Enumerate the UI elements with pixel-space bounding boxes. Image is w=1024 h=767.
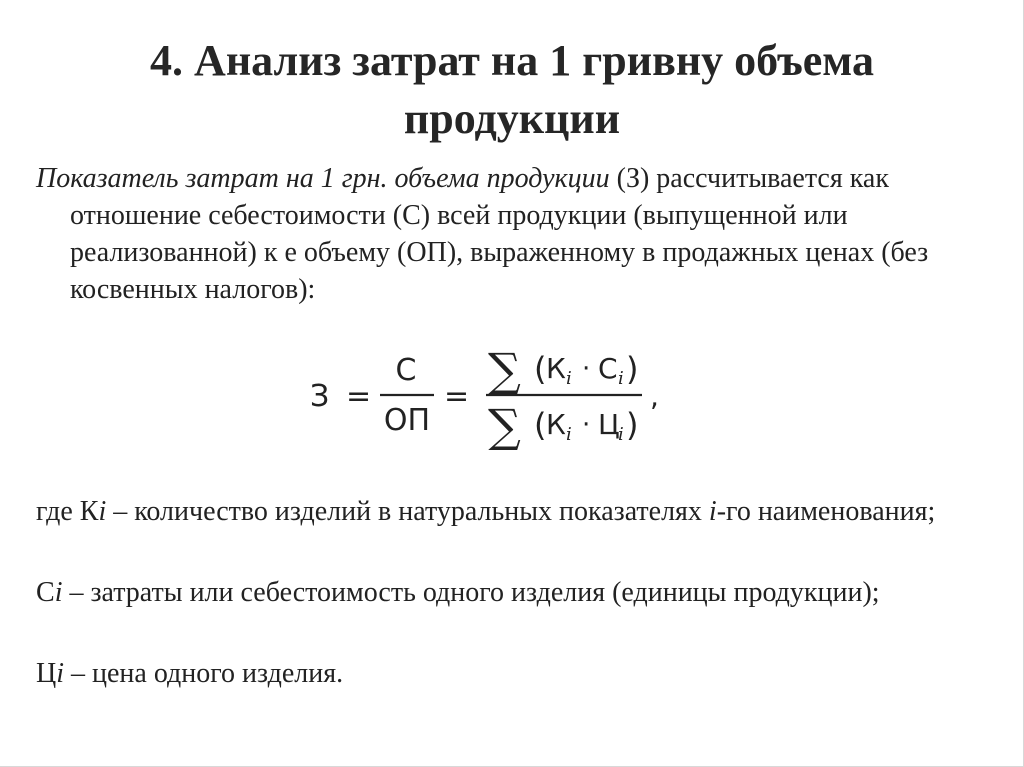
definition-ts <box>36 655 956 692</box>
term-c-top: С <box>598 352 618 385</box>
formula-graphic <box>310 340 750 450</box>
formula-trailing-comma: , <box>650 380 659 413</box>
definition-c-text: – затраты или себестоимость одного изделия (единицы продукции); <box>62 577 880 608</box>
paren-close-bottom: ) <box>626 406 639 444</box>
formula-equals-1: = <box>346 379 372 414</box>
index-c-top: i <box>618 368 624 389</box>
formula-numerator: С <box>395 353 417 388</box>
definition-ts-prefix: Ц <box>36 658 57 689</box>
definition-c <box>36 574 956 611</box>
intro-paragraph <box>36 160 970 308</box>
definition-ts-text: – цена одного изделия. <box>64 658 344 689</box>
definition-c-prefix: С <box>36 577 55 608</box>
slide-title: 4. Анализ затрат на 1 гривну объема продукции <box>150 36 874 143</box>
definition-k-index2: i <box>708 496 717 527</box>
definition-k-text: – количество изделий в натуральных показателях <box>106 496 709 527</box>
cost-formula <box>310 340 750 450</box>
definition-k-index: i <box>98 496 107 527</box>
formula-denominator: ОП <box>383 403 431 438</box>
sum-sign-top: ∑ <box>488 343 521 397</box>
formula-lhs: З <box>310 379 330 414</box>
index-k-top: i <box>566 368 572 389</box>
definition-ts-index: i <box>56 658 65 689</box>
definition-k-text2: -го наименования; <box>716 496 936 527</box>
definition-k <box>36 493 956 530</box>
dot-top: · <box>582 354 591 384</box>
paren-open-bottom: ( <box>534 406 547 444</box>
dot-bottom: · <box>582 410 591 440</box>
intro-italic-text: Показатель затрат на 1 грн. объема продукции <box>36 163 610 194</box>
term-k-top: К <box>546 352 566 385</box>
intro-text: (З) рассчитывается как отношение себестоимости (С) всей продукции (выпущенной или реализованной) к е объему (ОП), выраженному в продажных ценах (без косвенных налогов): <box>70 163 929 305</box>
paren-close-top: ) <box>626 350 639 388</box>
paren-open-top: ( <box>534 350 547 388</box>
definition-c-index: i <box>54 577 63 608</box>
term-ts-bottom: Ц <box>598 408 620 441</box>
index-ts-bottom: i <box>618 424 624 445</box>
formula-equals-2: = <box>444 379 470 414</box>
definition-k-prefix: где К <box>36 496 99 527</box>
index-k-bottom: i <box>566 424 572 445</box>
term-k-bottom: К <box>546 408 566 441</box>
sum-sign-bottom: ∑ <box>488 399 521 450</box>
